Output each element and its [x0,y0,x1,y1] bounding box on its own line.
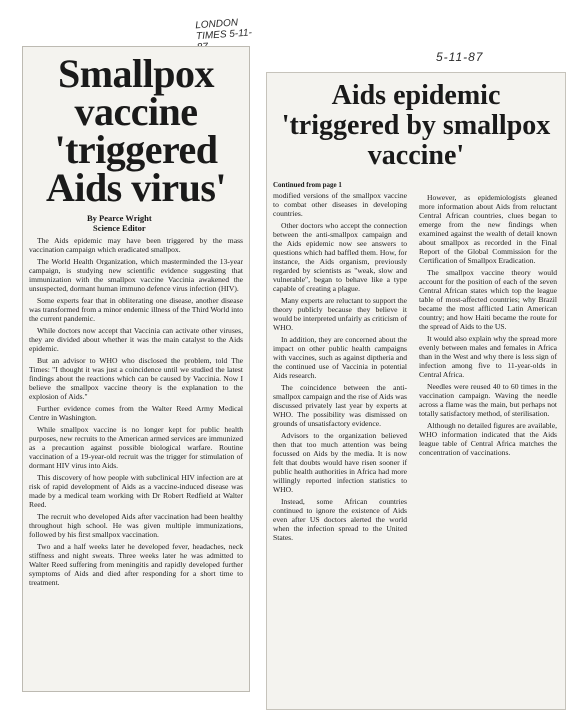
left-paragraph: But an advisor to WHO who disclosed the problem, told The Times: "I thought it was just a coincidence until we studied the latest findings about the reactions which can be caused by Vaccinia. Now I believe the smallpox vaccine theory is the explanation to the explosion of Aids." [29,356,243,401]
byline: By Pearce Wright [87,213,152,223]
left-paragraph: Two and a half weeks later he developed fever, headaches, neck stiffness and night sweats. Three weeks later he was admitted to Walter Reed suffering from meningitis and rapidly developed further symptoms of Aids and died after responding for a short time to treatment. [29,542,243,587]
left-paragraph: Some experts fear that in obliterating one disease, another disease was transformed from a minor endemic illness of the Third World into the current pandemic. [29,296,243,323]
left-paragraph: The World Health Organization, which masterminded the 13-year campaign, is studying new scientific evidence suggesting that immunization with the smallpox vaccine Vaccinia awakened the unsuspected, dormant human immuno defence virus infection (HIV). [29,257,243,293]
left-paragraph: The recruit who developed Aids after vaccination had been healthy throughout high school. He was given multiple immunizations, followed by his first smallpox vaccination. [29,512,243,539]
left-headline: Smallpox vaccine 'triggered Aids virus' [45,51,227,210]
left-paragraph: While doctors now accept that Vaccinia can activate other viruses, they are divided about whether it was the main catalyst to the Aids epidemic. [29,326,243,353]
right-paragraph: modified versions of the smallpox vaccine to combat other diseases in developing countries. [273,191,407,218]
right-column-1 [273,181,407,545]
right-paragraph: However, as epidemiologists gleaned more information about Aids from reluctant Central African countries, clues began to emerge from the new findings when examined against the wealth of detail known about smallpox as recorded in the Final Report of the Global Commission for the Certification of Smallpox Eradication. [419,193,557,265]
right-paragraph: It would also explain why the spread more evenly between males and females in Africa than in the West and why there is less sign of infection among five to 11-year-olds in Central Africa. [419,334,557,379]
left-paragraph: Further evidence comes from the Walter Reed Army Medical Centre in Washington. [29,404,243,422]
left-paragraph: While smallpox vaccine is no longer kept for public health purposes, new recruits to the American armed services are immunized as a precaution against possible biological warfare. Routine vaccination of a 19-year-old recruit was the trigger for stimulation of dormant HIV virus into Aids. [29,425,243,470]
handwritten-date-right: 5-11-87 [436,50,484,64]
left-body [23,236,249,587]
handwritten-note-left: LONDON TIMES 5-11-87 [194,17,253,43]
right-paragraph: Instead, some African countries continued to ignore the existence of Aids even after US doctors alerted the world when the infection spread to the United States. [273,497,407,542]
left-paragraph: This discovery of how people with subclinical HIV infection are at risk of rapid development of Aids as a vaccine-induced disease was made by a medical team working with Dr Robert Redfield at Walter Reed. [29,473,243,509]
right-paragraph: Many experts are reluctant to support the theory publicly because they believe it would be interpreted unfairly as criticism of WHO. [273,296,407,332]
right-paragraph: Although no detailed figures are available, WHO information indicated that the Aids league table of Central Africa matches the concentration of vaccinations. [419,421,557,457]
left-paragraph: The Aids epidemic may have been triggered by the mass vaccination campaign which eradicated smallpox. [29,236,243,254]
right-paragraph: Advisors to the organization believed then that too much attention was being focussed on Aids by the media. It is now felt that doubts would have risen sooner if public health authorities in Africa had more willingly reported infection statistics to WHO. [273,431,407,494]
right-paragraph: The coincidence between the anti-smallpox campaign and the rise of Aids was discussed privately last year by experts at WHO. The possibility was dismissed on grounds of unsatisfactory evidence. [273,383,407,428]
right-column-2 [419,193,557,460]
left-clipping [22,46,250,692]
right-paragraph: Other doctors who accept the connection between the anti-smallpox campaign and the Aids epidemic now see answers to questions which had baffled them. How, for instance, the Aids organism, previously regarded by scientists as "weak, slow and vulnerable", began to behave like a type capable of creating a plague. [273,221,407,293]
continued-label: Continued from page 1 [273,181,342,189]
right-paragraph: Needles were reused 40 to 60 times in the vaccination campaign. Waving the needle across a flame was the main, but perhaps not totally satisfactory method, of sterilisation. [419,382,557,418]
right-clipping [266,72,566,710]
byline-role: Science Editor [93,223,146,233]
right-paragraph: In addition, they are concerned about the impact on other public health campaigns with vaccines, such as against diptheria and the continued use of Vaccinia in potential Aids research. [273,335,407,380]
right-paragraph: The smallpox vaccine theory would account for the position of each of the seven Central African states which top the league table of most-affected countries; why Brazil became the most afflicted Latin American country; and how Haiti became the route for the spread of Aids to the US. [419,268,557,331]
right-headline: Aids epidemic 'triggered by smallpox vaccine' [281,80,551,171]
